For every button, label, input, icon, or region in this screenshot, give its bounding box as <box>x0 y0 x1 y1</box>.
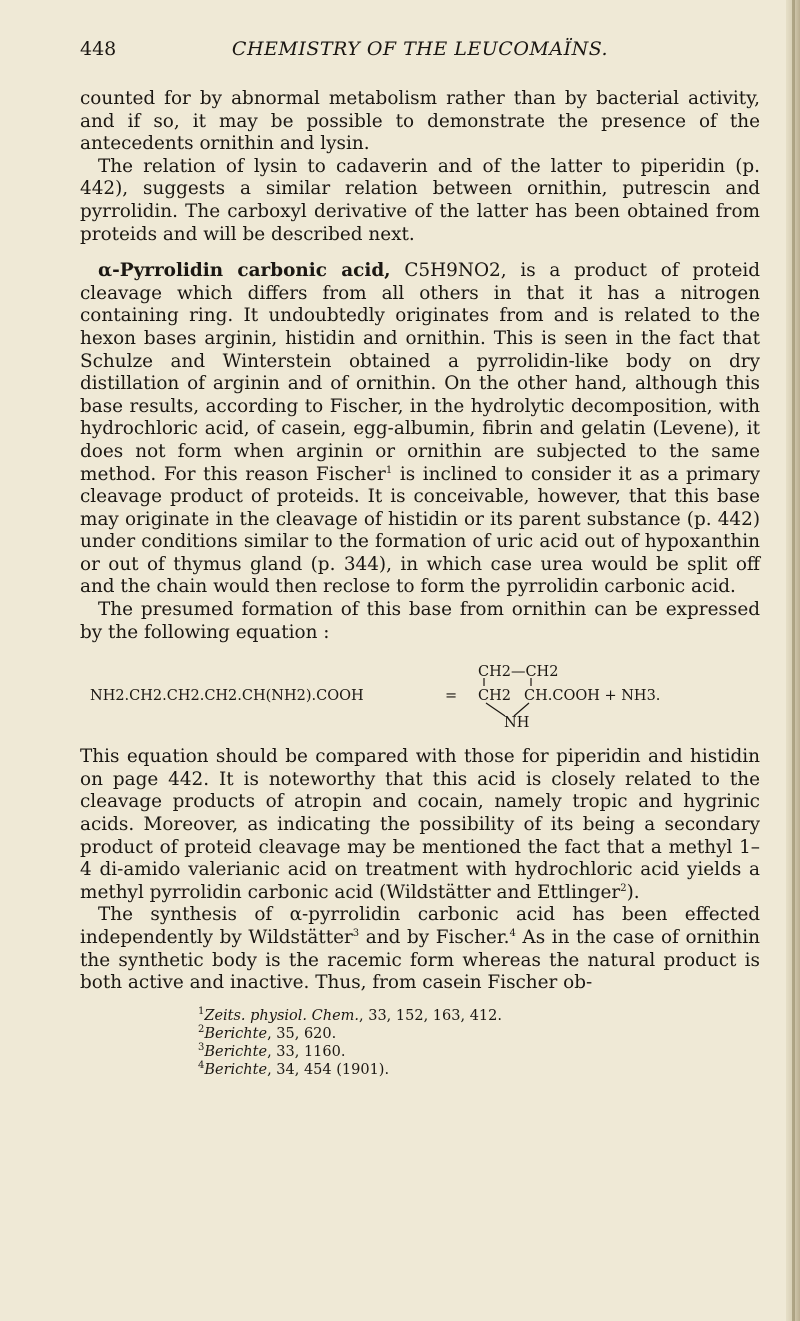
paragraph-6-text-c: As in the case of ornithin the synthetic body is the racemic form whereas the natural product is both active and inactive. Thus, from casein Fischer ob- <box>80 927 760 994</box>
paragraph-5-text-a: This equation should be compared with those for piperidin and histidin on page 442. It is noteworthy that this acid is closely related to the cleavage products of atropin and cocain, namely tropic and hygrinic acids. Moreover, as indicating the possibility of its being a secondary product of proteid cleavage may be mentioned the fact that a methyl 1–4 di-amido valerianic acid on treatment with hydrochloric acid yields a methyl pyrrolidin carbonic acid (Wildstätter and Ettlinger <box>80 746 760 903</box>
footnote-ref: , 33, 1160. <box>267 1043 346 1060</box>
paragraph-2: The relation of lysin to cadaverin and of the latter to piperidin (p. 442), suggests a similar relation between ornithin, putrescin and pyrrolidin. The carboxyl derivative of the latter has been obtained from proteids and will be described next. <box>80 155 760 245</box>
footnotes <box>198 1007 760 1079</box>
footnote-4 <box>198 1061 760 1079</box>
footnote-2 <box>198 1025 760 1043</box>
footnote-source: Zeits. physiol. Chem. <box>204 1007 360 1024</box>
paragraph-3 <box>80 260 760 599</box>
footnote-ref: , 35, 620. <box>267 1025 337 1042</box>
running-title: CHEMISTRY OF THE LEUCOMAÏNS. <box>231 38 609 60</box>
ring-top-group: CH2—CH2 <box>478 664 559 681</box>
footnote-source: Berichte <box>204 1043 268 1060</box>
page-edge-line <box>792 0 795 1321</box>
page-number: 448 <box>80 38 117 60</box>
running-head <box>80 38 760 68</box>
ring-left-group: CH2 <box>478 688 511 705</box>
paragraph-1: counted for by abnormal metabolism rather than by bacterial activity, and if so, it may be possible to demonstrate the presence of the antecedents ornithin and lysin. <box>80 88 760 155</box>
ring-right-group: CH.COOH + NH3. <box>524 688 661 705</box>
section-heading: α-Pyrrolidin carbonic acid, <box>98 260 391 282</box>
footnote-number: 1 <box>198 1005 205 1017</box>
paragraph-5 <box>80 746 760 904</box>
footnote-number: 2 <box>198 1023 205 1035</box>
paragraph-6-text-a: The synthesis of α-pyrrolidin carbonic acid has been effected independently by Wildstätter <box>80 904 760 948</box>
footnote-ref: , 34, 454 (1901). <box>267 1061 390 1078</box>
paragraph-4: The presumed formation of this base from ornithin can be expressed by the following equation : <box>80 599 760 643</box>
footnote-ref-2: 2 <box>620 882 627 894</box>
footnote-ref-3: 3 <box>352 927 360 939</box>
footnote-ref-1: 1 <box>385 464 393 476</box>
page-content <box>80 38 760 1079</box>
paragraph-3-text-b: is inclined to consider it as a primary cleavage product of proteids. It is conceivable, however, that this base may originate in the cleavage of histidin or its parent substance (p. 442) under conditions similar to the formation of uric acid out of hypoxanthin or out of thymus gland (p. 344), in which case urea would be split off and the chain would then reclose to form the pyrrolidin carbonic acid. <box>80 463 760 598</box>
footnote-source: Berichte <box>204 1061 268 1078</box>
footnote-number: 4 <box>198 1059 205 1071</box>
footnote-1 <box>198 1007 760 1025</box>
paragraph-6 <box>80 904 760 994</box>
equation-equals: = <box>445 688 458 705</box>
footnote-ref: , 33, 152, 163, 412. <box>359 1007 502 1024</box>
paragraph-6-text-b: and by Fischer. <box>359 927 510 948</box>
paragraph-5-text-b: ). <box>626 881 640 903</box>
equation-left-side: NH2.CH2.CH2.CH2.CH(NH2).COOH <box>90 688 364 705</box>
page-edge-shadow <box>786 0 800 1321</box>
paragraph-3-text-a: , is a product of proteid cleavage which differs from all others in that it has a nitrogen containing ring. It undoubtedly originates from and is related to the hexon bases arginin, histidin and ornithin. This is seen in the fact that Schulze and Winterstein obtained a pyrrolidin-like body on dry distillation of arginin and of ornithin. On the other hand, although this base results, according to Fischer, in the hydrolytic decomposition, with hydrochloric acid, of casein, egg-albumin, fibrin and gelatin (Levene), it does not form when arginin or ornithin are subjected to the same method. For this reason Fischer <box>80 260 760 485</box>
chemical-equation <box>80 648 760 740</box>
molecular-formula: C5H9NO2 <box>404 260 501 282</box>
ring-nitrogen: NH <box>504 715 530 732</box>
footnote-ref-4: 4 <box>509 927 516 939</box>
footnote-source: Berichte <box>204 1025 268 1042</box>
footnote-number: 3 <box>198 1041 205 1053</box>
footnote-3 <box>198 1043 760 1061</box>
